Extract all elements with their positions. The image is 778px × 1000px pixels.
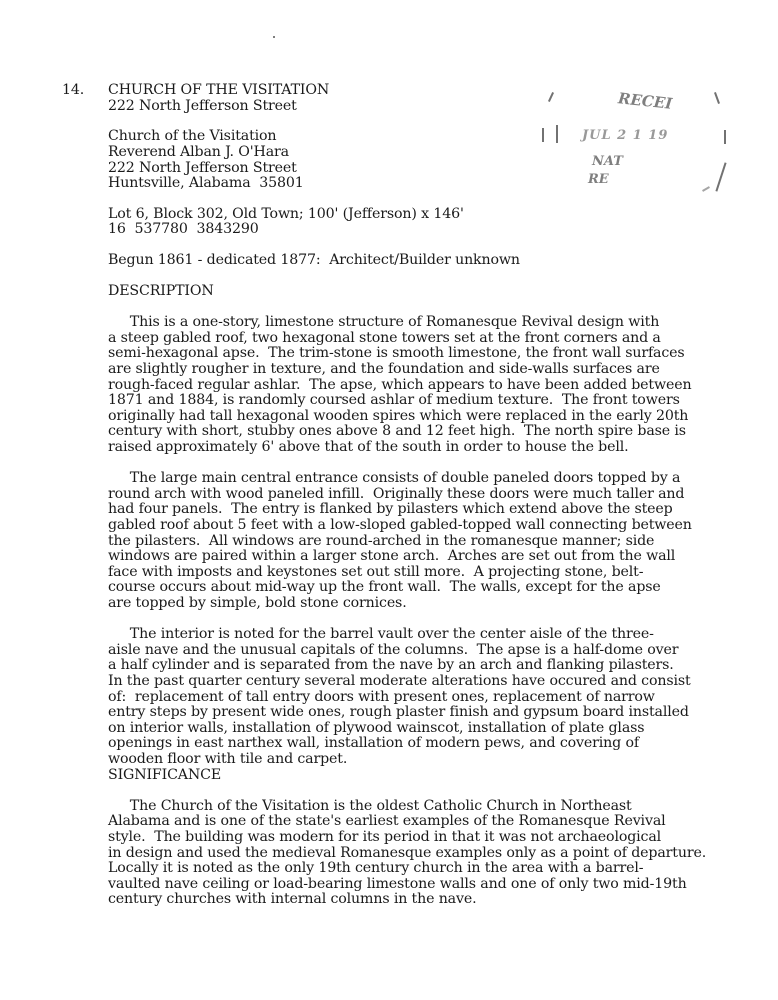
stamp-national-text: NAT [592,154,623,169]
text-line: vaulted nave ceiling or load-bearing limestone walls and one of only two mid-19th [108,876,687,892]
stamp-register-text: RE [588,172,609,187]
text-line: on interior walls, installation of plywood wainscot, installation of plate glass [108,720,645,736]
description-heading: DESCRIPTION [108,283,214,299]
text-line: rough-faced regular ashlar. The apse, which appears to have been added between [108,377,692,393]
text-line: In the past quarter century several moderate alterations have occured and consist [108,673,691,689]
text-line: semi-hexagonal apse. The trim-stone is smooth limestone, the front wall surfaces [108,345,685,361]
text-line: of: replacement of tall entry doors with present ones, replacement of narrow [108,689,655,705]
received-stamp [530,70,740,220]
stamp-border-mark [702,186,710,192]
stamp-received-text: RECEI [617,89,674,113]
text-line: windows are paired within a larger stone arch. Arches are set out from the wall [108,548,676,564]
significance-heading: SIGNIFICANCE [108,767,222,783]
text-line: course occurs about mid-way up the front wall. The walls, except for the apse [108,579,661,595]
text-line: century churches with internal columns in the nave. [108,891,477,907]
text-line: gabled roof about 5 feet with a low-sloped gabled-topped wall connecting between [108,517,692,533]
text-line: This is a one-story, limestone structure of Romanesque Revival design with [108,314,660,330]
property-address: 222 North Jefferson Street [108,98,297,114]
text-line: face with imposts and keystones set out still more. A projecting stone, belt- [108,564,644,580]
stamp-border-mark [556,125,558,143]
property-title: CHURCH OF THE VISITATION [108,82,330,98]
stamp-border-mark [548,92,554,102]
text-line: The interior is noted for the barrel vault over the center aisle of the three- [108,626,654,642]
owner-name: Church of the Visitation [108,128,277,144]
stamp-date-text: JUL 2 1 19 [582,128,669,143]
owner-street: 222 North Jefferson Street [108,160,297,176]
text-line: are topped by simple, bold stone cornices. [108,595,407,611]
text-line: Alabama and is one of the state's earliest examples of the Romanesque Revival [108,813,666,829]
stamp-border-mark [724,130,726,144]
text-line: openings in east narthex wall, installation of modern pews, and covering of [108,735,639,751]
text-line: style. The building was modern for its period in that it was not archaeological [108,829,662,845]
text-line: round arch with wood paneled infill. Originally these doors were much taller and [108,486,685,502]
stamp-border-mark [542,128,544,142]
text-line: wooden floor with tile and carpet. [108,751,348,767]
construction-dates: Begun 1861 - dedicated 1877: Architect/Builder unknown [108,252,520,268]
lot-description: Lot 6, Block 302, Old Town; 100' (Jefferson) x 146' [108,206,464,222]
text-line: entry steps by present wide ones, rough plaster finish and gypsum board installed [108,704,689,720]
text-line: aisle nave and the unusual capitals of the columns. The apse is a half-dome over [108,642,679,658]
stamp-border-mark [715,162,726,191]
text-line: a steep gabled roof, two hexagonal stone towers set at the front corners and a [108,330,661,346]
text-line: 1871 and 1884, is randomly coursed ashlar of medium texture. The front towers [108,392,680,408]
owner-contact: Reverend Alban J. O'Hara [108,144,289,160]
utm-reference: 16 537780 3843290 [108,221,259,237]
text-line: originally had tall hexagonal wooden spires which were replaced in the early 20th [108,408,689,424]
text-line: in design and used the medieval Romanesque examples only as a point of departure. [108,845,707,861]
text-line: The large main central entrance consists of double paneled doors topped by a [108,470,681,486]
text-line: a half cylinder and is separated from the nave by an arch and flanking pilasters. [108,657,674,673]
text-line: had four panels. The entry is flanked by pilasters which extend above the steep [108,501,673,517]
entry-number: 14. [62,82,85,98]
text-line: Locally it is noted as the only 19th century church in the area with a barrel- [108,860,644,876]
text-line: the pilasters. All windows are round-arched in the romanesque manner; side [108,533,655,549]
stamp-border-mark [714,92,720,104]
text-line: are slightly rougher in texture, and the foundation and side-walls surfaces are [108,361,660,377]
text-line: The Church of the Visitation is the oldest Catholic Church in Northeast [108,798,632,814]
text-line: raised approximately 6' above that of the south in order to house the bell. [108,439,629,455]
text-line: century with short, stubby ones above 8 and 12 feet high. The north spire base is [108,423,686,439]
owner-city: Huntsville, Alabama 35801 [108,175,304,191]
scan-speck [273,36,275,38]
